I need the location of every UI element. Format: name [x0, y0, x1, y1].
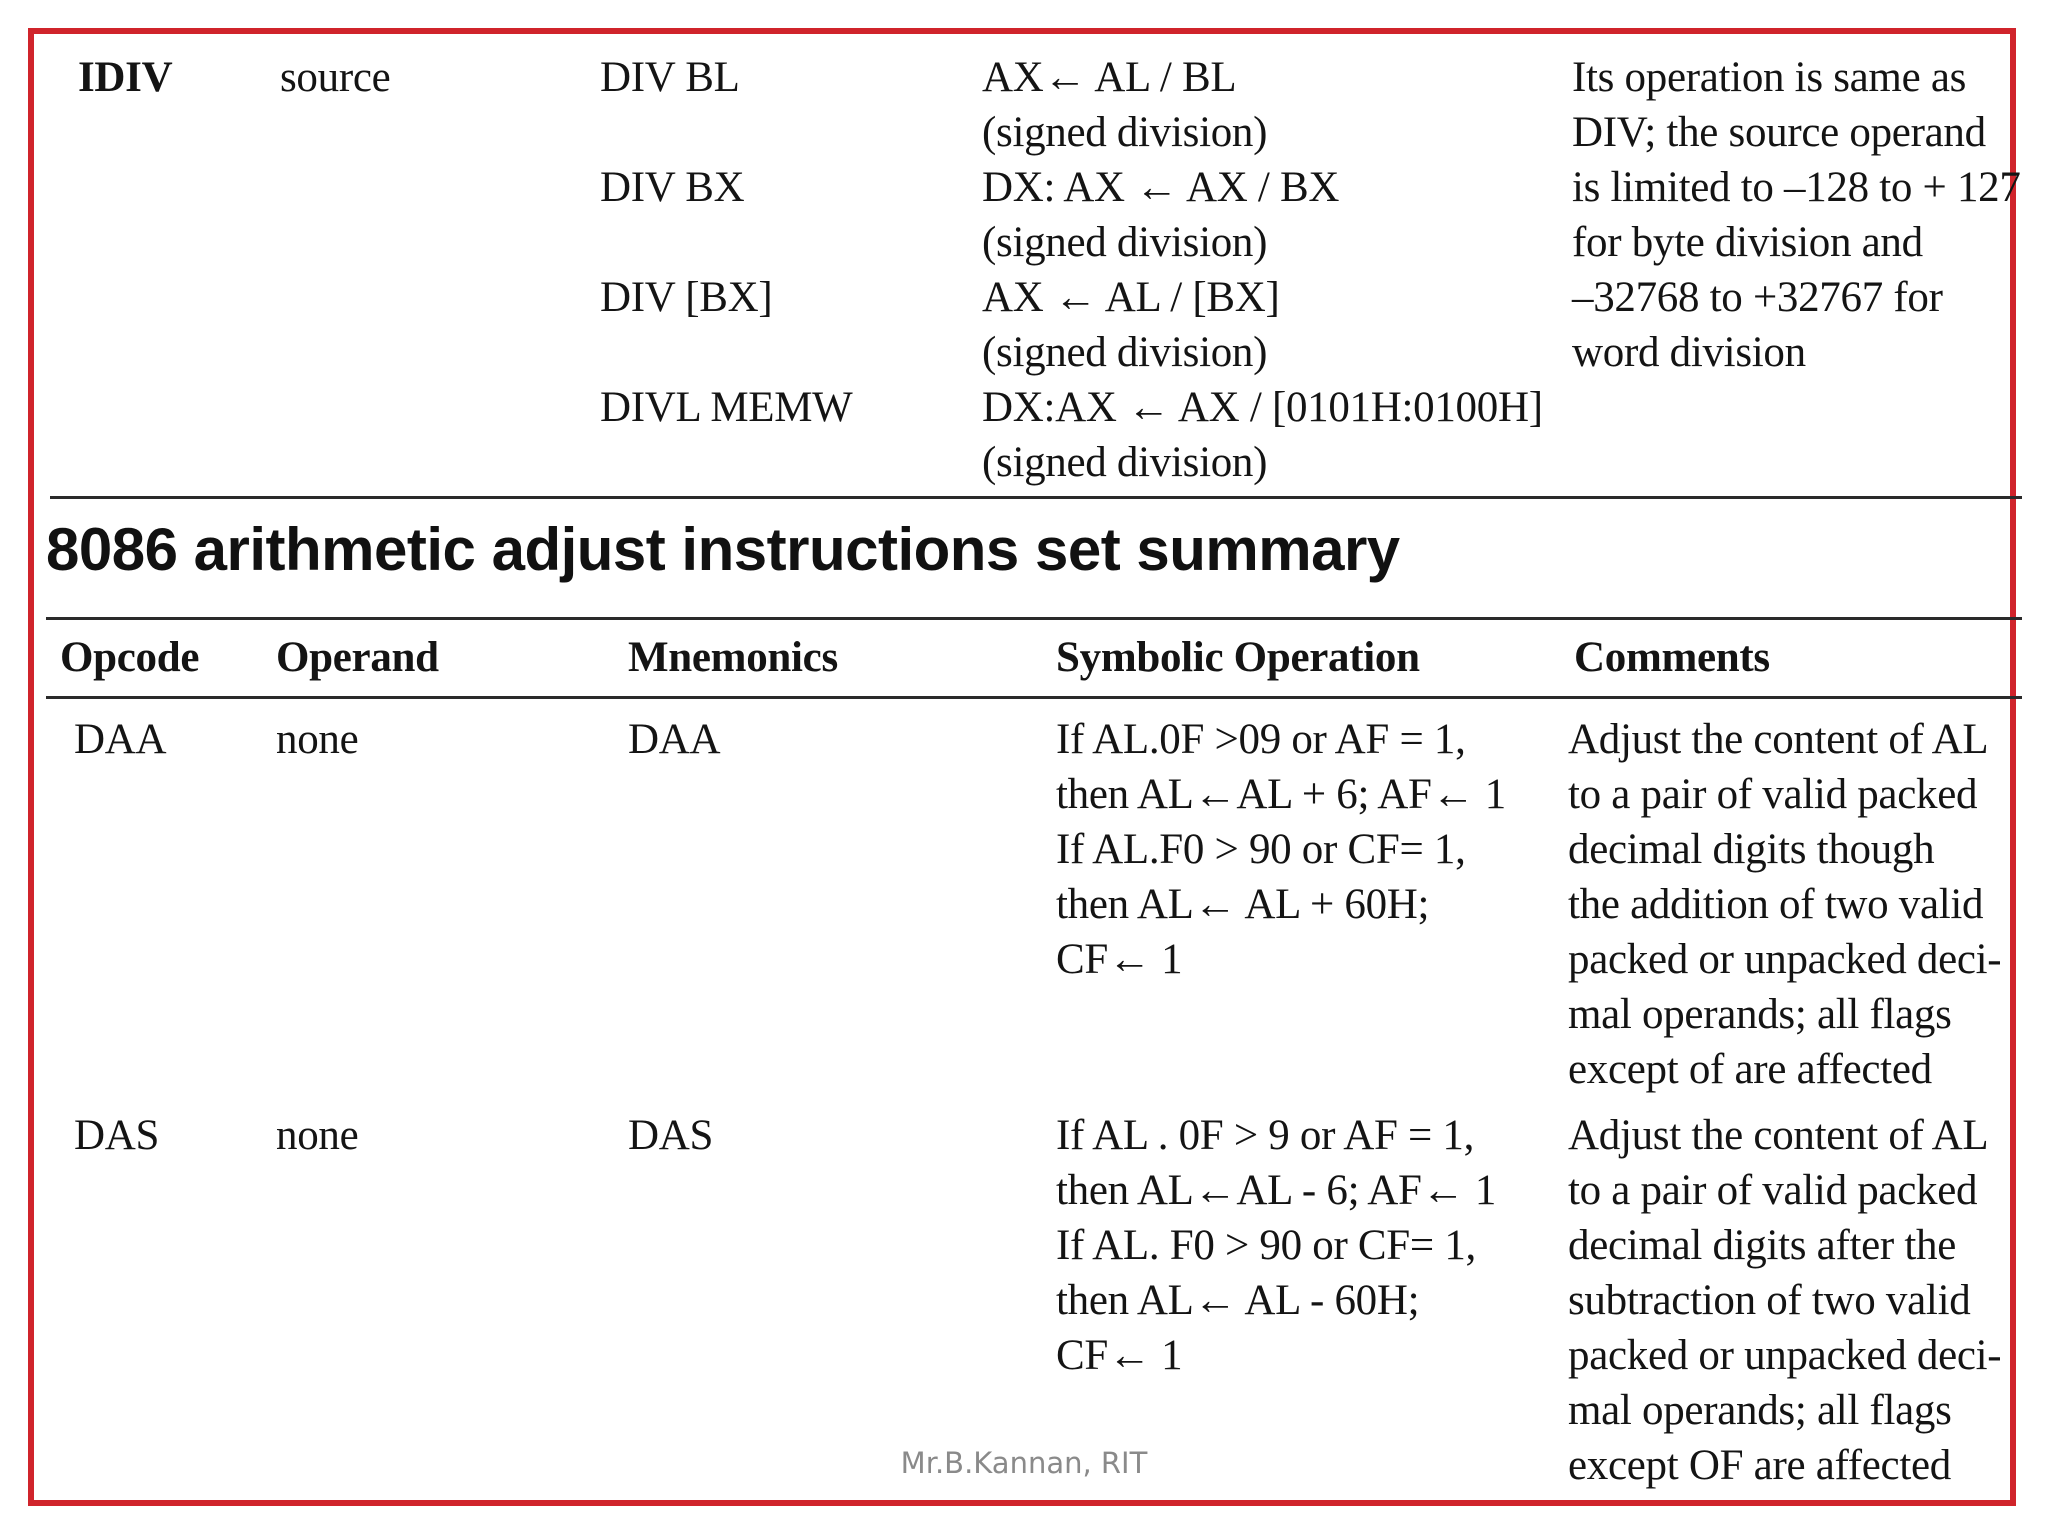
top-divider	[50, 496, 2022, 499]
idiv-comment: Its operation is same as DIV; the source operand is limited to –128 to + 127 for byte division and –32768 to +32767 for word division	[1572, 54, 2021, 376]
table-row-das-comments: Adjust the content of AL to a pair of valid packed decimal digits after the subtraction of two valid packed or unpacked deci- mal operands; all flags except OF are affected	[1568, 1112, 2002, 1489]
table-row-das-symbolic: If AL . 0F > 9 or AF = 1, then AL←AL - 6; AF← 1 If AL. F0 > 90 or CF= 1, then AL← AL - 60H; CF← 1	[1056, 1112, 1497, 1379]
table-row-daa-symbolic: If AL.0F >09 or AF = 1, then AL←AL + 6; AF← 1 If AL.F0 > 90 or CF= 1, then AL← AL + 60H; CF← 1	[1056, 716, 1506, 983]
idiv-operation-1: AX← AL / BL (signed division)	[982, 54, 1268, 156]
idiv-operation-3: AX ← AL / [BX] (signed division)	[982, 274, 1280, 376]
section-title: 8086 arithmetic adjust instructions set summary	[46, 516, 1400, 583]
table-row-daa-comments: Adjust the content of AL to a pair of valid packed decimal digits though the addition of two valid packed or unpacked deci- mal operands; all flags except of are affected	[1568, 716, 2002, 1093]
table-row-das-opcode: DAS	[74, 1112, 160, 1159]
table-row-das-operand: none	[276, 1112, 359, 1159]
table-row-daa-operand: none	[276, 716, 359, 763]
idiv-operation-2: DX: AX ← AX / BX (signed division)	[982, 164, 1340, 266]
header-comments: Comments	[1574, 634, 1770, 681]
table-row-daa-mnemonic: DAA	[628, 716, 721, 763]
idiv-mnemonic-3: DIV [BX]	[600, 274, 773, 321]
table-row-das-mnemonic: DAS	[628, 1112, 714, 1159]
header-bottom-rule	[46, 696, 2022, 699]
idiv-operation-4: DX:AX ← AX / [0101H:0100H] (signed division)	[982, 384, 1543, 486]
idiv-mnemonic-1: DIV BL	[600, 54, 740, 101]
idiv-opcode: IDIV	[78, 54, 173, 101]
idiv-mnemonic-4: DIVL MEMW	[600, 384, 853, 431]
header-mnemonics: Mnemonics	[628, 634, 838, 681]
header-operand: Operand	[276, 634, 439, 681]
header-opcode: Opcode	[60, 634, 200, 681]
header-top-rule	[46, 617, 2022, 620]
table-row-daa-opcode: DAA	[74, 716, 167, 763]
idiv-operand: source	[280, 54, 391, 101]
slide-footer: Mr.B.Kannan, RIT	[900, 1446, 1148, 1480]
header-symbolic-operation: Symbolic Operation	[1056, 634, 1420, 681]
idiv-mnemonic-2: DIV BX	[600, 164, 745, 211]
